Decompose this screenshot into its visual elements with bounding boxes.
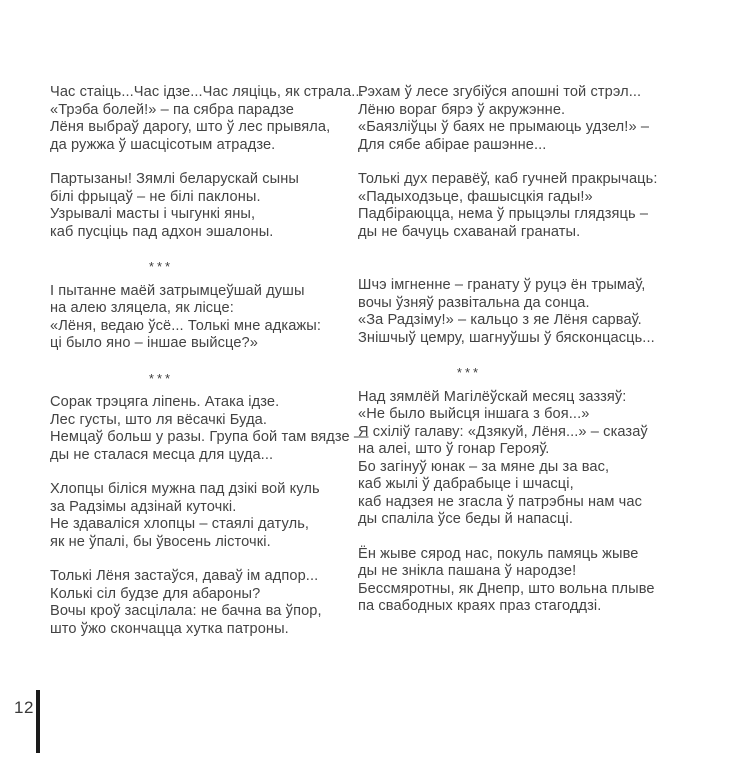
poem-line: ды не знікла пашана ў народзе! (358, 563, 577, 579)
stanza (358, 84, 718, 154)
page-number: 12 (14, 698, 34, 717)
poem-line: Узрывалі масты і чыгункі яны, (50, 206, 256, 222)
stanza (358, 277, 718, 347)
poem-line: Я схіліў галаву: «Дзякуй, Лёня...» – сказаў (358, 423, 648, 440)
poem-line: Лёня выбраў дарогу, што ў лес прывяла, (50, 119, 331, 135)
poem-line: Шчэ імгненне – гранату ў руцэ ён трымаў, (358, 277, 646, 293)
stanza-separator: *** (148, 370, 174, 386)
poem-line: Бессмяротны, як Днепр, што вольна плыве (358, 580, 655, 597)
poem-line: І пытанне маёй затрымцеўшай душы (50, 282, 305, 299)
poem-line: да ружжа ў шасцісотым атрадзе. (50, 136, 276, 153)
poem-line: Знішчыў цемру, шагнуўшы ў бясконцасць... (358, 329, 655, 346)
poem-line: што ўжо скончацца хутка патроны. (50, 620, 289, 637)
poem-line: Хлопцы біліся мужна пад дзікі вой куль (50, 481, 320, 497)
poem-line: ды не сталася месца для цуда... (50, 446, 274, 463)
stanza (50, 394, 372, 464)
stanza (358, 389, 718, 529)
stanza (50, 84, 372, 154)
poem-line: вочы ўзняў развітальна да сонца. (358, 294, 590, 311)
poem-line: «Лёня, ведаю ўсё... Толькі мне адкажы: (50, 317, 322, 334)
poem-line: «Не было выйсця іншага з боя...» (358, 406, 590, 422)
poem-line: «Падыходзьце, фашысцкія гады!» (358, 188, 593, 205)
poem-line: Лес густы, што ля вёсачкі Буда. (50, 411, 268, 428)
stanza (50, 568, 372, 638)
poem-line: «За Радзіму!» – кальцо з яе Лёня сарваў. (358, 312, 642, 328)
poem-line: за Радзімы адзінай куточкі. (50, 498, 237, 515)
poem-line: ды спаліла ўсе беды й напасці. (358, 511, 573, 527)
poem-column-right (358, 84, 718, 633)
poem-line: каб пусціць пад адхон эшалоны. (50, 223, 274, 240)
poem-line: Рэхам ў лесе згубіўся апошні той стрэл... (358, 84, 642, 100)
poem-line: Для сябе абірае рашэнне... (358, 136, 547, 153)
stanza (358, 171, 718, 241)
poem-line: білі фрыцаў – не білі паклоны. (50, 188, 261, 205)
poem-line: Толькі Лёня застаўся, даваў ім адпор... (50, 568, 319, 584)
stanza (50, 283, 372, 353)
poem-line: Вочы кроў засцілала: не бачна ва ўпор, (50, 603, 322, 619)
stanza-separator: *** (148, 259, 174, 274)
poem-line: Ён жыве сярод нас, покуль памяць жыве (358, 545, 639, 562)
poem-line: Падбіраюцца, нема ў прыцэлы глядзяць – (358, 206, 649, 222)
poem-column-left (50, 84, 372, 655)
poem-line: Не здаваліся хлопцы – стаялі датуль, (50, 516, 310, 532)
page-number-divider-bar (36, 690, 40, 753)
poem-line: Немцаў больш у разы. Група бой там вядзе — (50, 429, 369, 445)
poem-line: Партызаны! Зямлі беларускай сыны (50, 171, 300, 187)
poem-line: Лёню вораг бярэ ў акружэнне. (358, 101, 566, 118)
poem-line: на алею зляцела, як лісце: (50, 300, 234, 316)
poem-line: ці было яно – іншае выйсце?» (50, 335, 258, 351)
poem-line: Над зямлёй Магілёўскай месяц заззяў: (358, 388, 627, 405)
stanza (50, 481, 372, 551)
poem-line: як не ўпалі, бы ўвосень лісточкі. (50, 533, 271, 550)
stanza (50, 171, 372, 241)
poem-line: «Трэба болей!» – па сябра парадзе (50, 101, 294, 118)
poem-line: каб надзея не згасла ў патрэбны нам час (358, 493, 642, 510)
poem-line: Бо загінуў юнак – за мяне ды за вас, (358, 458, 610, 475)
poem-line: Колькі сіл будзе для абароны? (50, 585, 261, 602)
poem-line: Час стаіць...Час ідзе...Час ляціць, як страла... (50, 84, 364, 100)
stanza (358, 546, 718, 616)
poem-line: Толькі дух перавёў, каб гучней пракрычаць: (358, 171, 658, 187)
stanza-separator: *** (456, 365, 482, 380)
poem-line: «Баязліўцы ў баях не прымаюць удзел!» – (358, 119, 650, 135)
poem-line: па свабодных краях праз стагоддзі. (358, 598, 602, 614)
poem-line: ды не бачуць схаванай гранаты. (358, 223, 581, 240)
poem-line: Сорак трэцяга ліпень. Атака ідзе. (50, 394, 280, 410)
poem-line: на алеі, што ў гонар Герояў. (358, 441, 550, 457)
poem-line: каб жылі ў дабрабыце і шчасці, (358, 476, 574, 492)
